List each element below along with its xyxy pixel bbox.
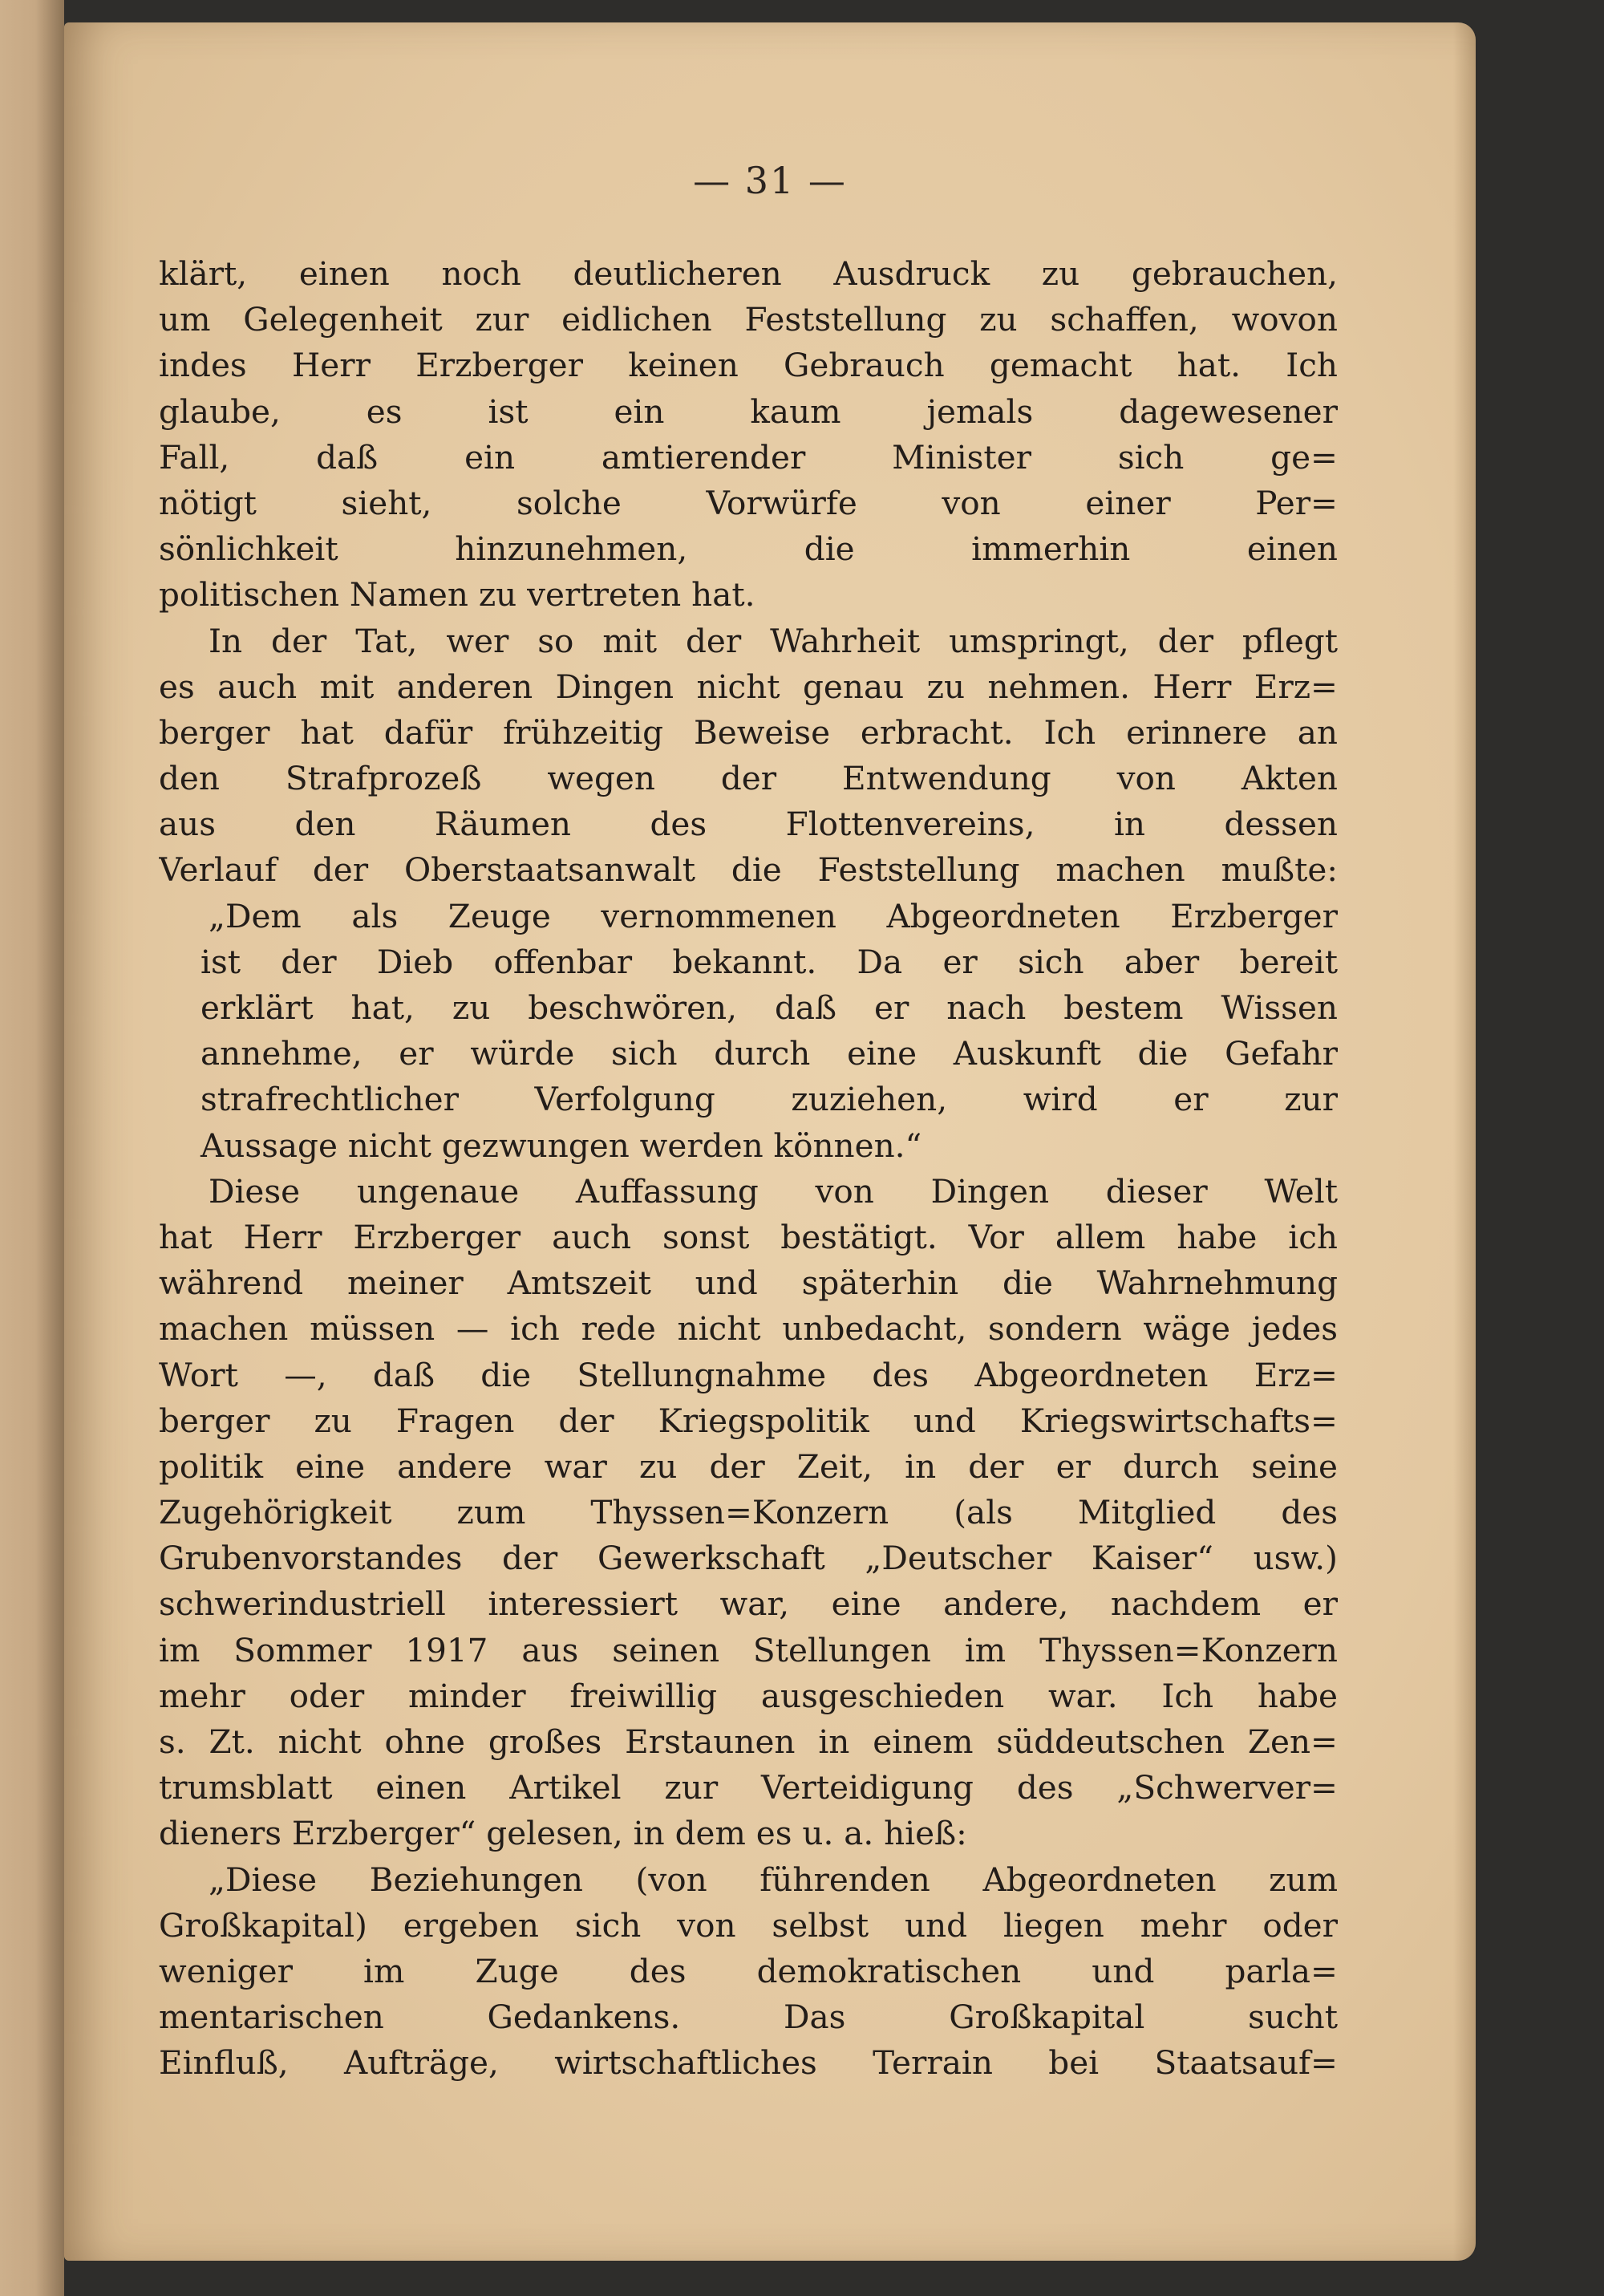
left-page-edge <box>0 0 64 2296</box>
page-number: — 31 — <box>693 159 847 202</box>
text-line: berger zu Fragen der Kriegspolitik und Kriegswirtschafts= <box>159 1401 1338 1440</box>
text-line: schwerindustriell interessiert war, eine andere, nachdem er <box>159 1584 1338 1624</box>
quote-line: Einfluß, Aufträge, wirtschaftliches Terrain bei Staatsauf= <box>159 2043 1338 2083</box>
page-fore-edge <box>1453 22 1476 2261</box>
text-line: es auch mit anderen Dingen nicht genau zu nehmen. Herr Erz= <box>159 667 1338 706</box>
quote-line: annehme, er würde sich durch eine Auskunft die Gefahr <box>200 1034 1338 1073</box>
body-text <box>159 251 1338 2087</box>
text-line: hat Herr Erzberger auch sonst bestätigt. Vor allem habe ich <box>159 1217 1338 1256</box>
text-line: im Sommer 1917 aus seinen Stellungen im Thyssen=Konzern <box>159 1630 1338 1669</box>
text-line: Zugehörigkeit zum Thyssen=Konzern (als Mitglied des <box>159 1493 1338 1532</box>
text-line: dieners Erzberger“ gelesen, in dem es u. a. hieß: <box>159 1814 967 1853</box>
text-line: mehr oder minder freiwillig ausgeschieden war. Ich habe <box>159 1676 1338 1715</box>
quote-line: erklärt hat, zu beschwören, daß er nach bestem Wissen <box>200 988 1338 1027</box>
quote-line: mentarischen Gedankens. Das Großkapital sucht <box>159 1998 1338 2037</box>
text-line: indes Herr Erzberger keinen Gebrauch gemacht hat. Ich <box>159 346 1338 385</box>
text-line: um Gelegenheit zur eidlichen Feststellung zu schaffen, wovon <box>159 300 1338 339</box>
text-line: Grubenvorstandes der Gewerkschaft „Deutscher Kaiser“ usw.) <box>159 1539 1338 1578</box>
quote-line: weniger im Zuge des demokratischen und parla= <box>159 1951 1338 1990</box>
text-line: während meiner Amtszeit und späterhin die Wahrnehmung <box>159 1264 1338 1303</box>
text-line: klärt, einen noch deutlicheren Ausdruck zu gebrauchen, <box>159 254 1338 293</box>
text-line: s. Zt. nicht ohne großes Erstaunen in einem süddeutschen Zen= <box>159 1722 1338 1761</box>
quote-line: Aussage nicht gezwungen werden können.“ <box>200 1126 922 1165</box>
text-line: sönlichkeit hinzunehmen, die immerhin einen <box>159 529 1338 569</box>
quote-line: strafrechtlicher Verfolgung zuziehen, wird er zur <box>200 1080 1338 1119</box>
text-line: politischen Namen zu vertreten hat. <box>159 575 755 615</box>
quote-line: „Diese Beziehungen (von führenden Abgeordneten zum <box>209 1860 1338 1899</box>
text-line: den Strafprozeß wegen der Entwendung von Akten <box>159 759 1338 798</box>
text-line: trumsblatt einen Artikel zur Verteidigung des „Schwerver= <box>159 1768 1338 1807</box>
text-line: Fall, daß ein amtierender Minister sich ge= <box>159 437 1338 477</box>
text-line: berger hat dafür frühzeitig Beweise erbracht. Ich erinnere an <box>159 712 1338 752</box>
text-line: In der Tat, wer so mit der Wahrheit umspringt, der pflegt <box>209 621 1338 660</box>
quote-line: ist der Dieb offenbar bekannt. Da er sich aber bereit <box>200 942 1338 981</box>
text-line: politik eine andere war zu der Zeit, in der er durch seine <box>159 1446 1338 1486</box>
text-line: nötigt sieht, solche Vorwürfe von einer Per= <box>159 483 1338 522</box>
text-line: Verlauf der Oberstaatsanwalt die Feststellung machen mußte: <box>159 850 1338 890</box>
text-line: aus den Räumen des Flottenvereins, in dessen <box>159 805 1338 844</box>
book-page <box>64 22 1476 2261</box>
text-line: Wort —, daß die Stellungnahme des Abgeordneten Erz= <box>159 1355 1338 1394</box>
text-line: machen müssen — ich rede nicht unbedacht, sondern wäge jedes <box>159 1309 1338 1349</box>
quote-line: „Dem als Zeuge vernommenen Abgeordneten Erzberger <box>209 896 1338 935</box>
text-line: Diese ungenaue Auffassung von Dingen dieser Welt <box>209 1171 1338 1211</box>
text-line: glaube, es ist ein kaum jemals dagewesener <box>159 391 1338 431</box>
quote-line: Großkapital) ergeben sich von selbst und liegen mehr oder <box>159 1905 1338 1945</box>
